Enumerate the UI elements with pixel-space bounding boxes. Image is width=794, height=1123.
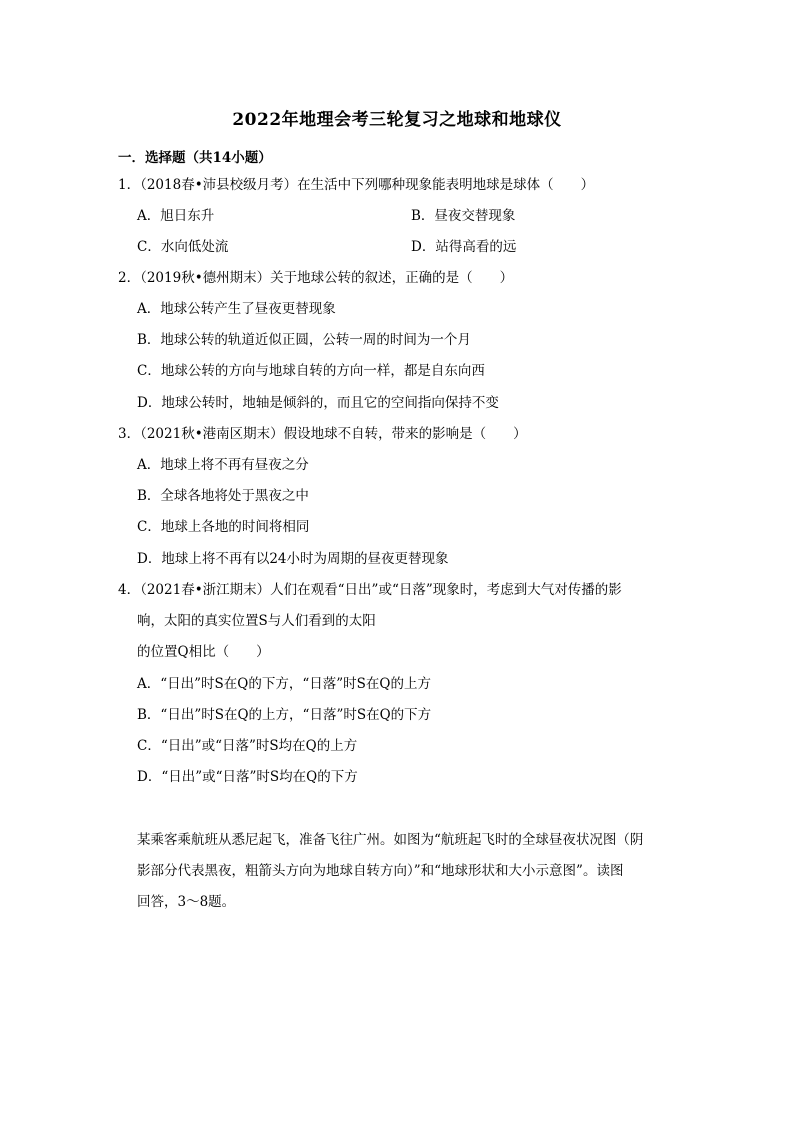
question-4-stem-line-3: 的位置Q相比（ ） — [137, 644, 270, 660]
question-4-option-c: C．“日出”或“日落”时S均在Q的上方 — [137, 738, 358, 754]
question-1-stem: 1．（2018春•沛县校级月考）在生活中下列哪种现象能表明地球是球体（ ） — [118, 177, 595, 193]
question-3-stem: 3．（2021秋•港南区期末）假设地球不自转，带来的影响是（ ） — [118, 426, 527, 442]
question-2-option-a: A．地球公转产生了昼夜更替现象 — [137, 301, 336, 317]
question-2-option-d: D．地球公转时，地轴是倾斜的，而且它的空间指向保持不变 — [137, 395, 499, 411]
question-3-option-c: C．地球上各地的时间将相同 — [137, 519, 310, 535]
question-4-stem-line-2: 响，太阳的真实位置S与人们看到的太阳 — [137, 613, 376, 629]
section-heading: 一．选择题（共14小题） — [118, 150, 272, 166]
question-3-option-a: A．地球上将不再有昼夜之分 — [137, 457, 309, 473]
question-2-stem: 2．（2019秋•德州期末）关于地球公转的叙述，正确的是（ ） — [118, 270, 514, 286]
question-1-option-b: B．昼夜交替现象 — [411, 208, 516, 224]
question-4-option-a: A．“日出”时S在Q的下方，“日落”时S在Q的上方 — [137, 676, 431, 692]
question-1-option-c: C．水向低处流 — [137, 239, 229, 255]
passage-line-2: 影部分代表黑夜，粗箭头方向为地球自转方向）”和“地球形状和大小示意图”。读图 — [137, 863, 624, 879]
question-1-option-d: D．站得高看的远 — [411, 239, 517, 255]
passage-line-3: 回答，3～8题。 — [137, 894, 236, 910]
question-3-option-b: B．全球各地将处于黑夜之中 — [137, 488, 309, 504]
question-2-option-b: B．地球公转的轨道近似正圆，公转一周的时间为一个月 — [137, 332, 471, 348]
question-2-option-c: C．地球公转的方向与地球自转的方向一样，都是自东向西 — [137, 363, 485, 379]
question-1-option-a: A．旭日东升 — [137, 208, 215, 224]
question-4-stem-line-1: 4．（2021春•浙江期末）人们在观看“日出”或“日落”现象时，考虑到大气对传播的影 — [118, 582, 622, 598]
question-4-option-d: D．“日出”或“日落”时S均在Q的下方 — [137, 769, 358, 785]
question-4-option-b: B．“日出”时S在Q的上方，“日落”时S在Q的下方 — [137, 707, 432, 723]
passage-line-1: 某乘客乘航班从悉尼起飞，准备飞往广州。如图为“航班起飞时的全球昼夜状况图（阴 — [137, 832, 644, 848]
document-title: 2022年地理会考三轮复习之地球和地球仪 — [232, 110, 562, 130]
question-3-option-d: D．地球上将不再有以24小时为周期的昼夜更替现象 — [137, 551, 449, 567]
